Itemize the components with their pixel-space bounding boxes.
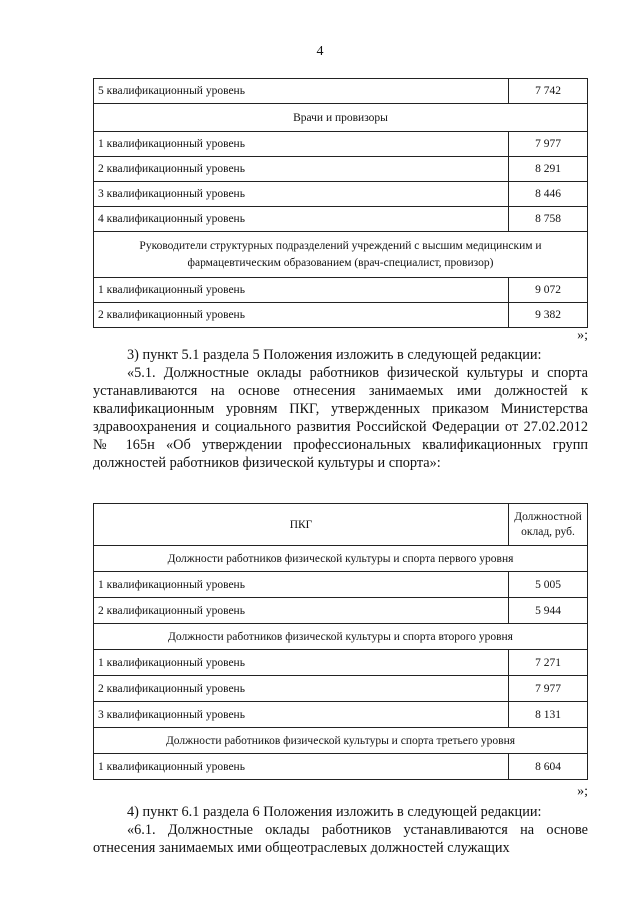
table-header-row: [94, 504, 588, 546]
qualification-level: 2 квалификационный уровень: [94, 676, 509, 702]
table-row: [94, 702, 588, 728]
paragraph-6-1: «6.1. Должностные оклады работников устанавливаются на основе отнесения занимаемых ими общеотраслевых должностей служащих: [93, 822, 588, 856]
table-row: [94, 157, 588, 182]
group-label: Руководители структурных подразделений учреждений с высшим медицинским и фармацевтическим образованием (врач-специалист, провизор): [94, 232, 588, 278]
closing-quote-1: »;: [577, 328, 588, 343]
salary-value: 8 604: [509, 754, 588, 780]
salary-value: 7 977: [509, 132, 588, 157]
group-row: [94, 232, 588, 278]
qualification-level: 3 квалификационный уровень: [94, 182, 509, 207]
qualification-level: 1 квалификационный уровень: [94, 278, 509, 303]
group-row: [94, 104, 588, 132]
table-row: [94, 182, 588, 207]
salary-value: 9 382: [509, 303, 588, 328]
qualification-level: 4 квалификационный уровень: [94, 207, 509, 232]
salary-value: 8 758: [509, 207, 588, 232]
header-salary: Должностной оклад, руб.: [509, 504, 588, 546]
group-row: [94, 728, 588, 754]
table-row: [94, 303, 588, 328]
salary-value: 8 446: [509, 182, 588, 207]
salary-value: 7 977: [509, 676, 588, 702]
group-label: Должности работников физической культуры и спорта второго уровня: [94, 624, 588, 650]
group-label: Должности работников физической культуры и спорта первого уровня: [94, 546, 588, 572]
salary-value: 7 271: [509, 650, 588, 676]
salary-table-sports: [93, 503, 588, 780]
salary-value: 8 131: [509, 702, 588, 728]
qualification-level: 5 квалификационный уровень: [94, 79, 509, 104]
table-row: [94, 598, 588, 624]
page-number: 4: [316, 44, 324, 59]
header-pkg: ПКГ: [94, 504, 509, 546]
salary-value: 8 291: [509, 157, 588, 182]
qualification-level: 1 квалификационный уровень: [94, 754, 509, 780]
salary-table-medical: [93, 78, 588, 328]
group-row: [94, 624, 588, 650]
group-label: Врачи и провизоры: [94, 104, 588, 132]
table-row: [94, 572, 588, 598]
group-row: [94, 546, 588, 572]
salary-value: 9 072: [509, 278, 588, 303]
qualification-level: 1 квалификационный уровень: [94, 572, 509, 598]
table-row: [94, 79, 588, 104]
qualification-level: 3 квалификационный уровень: [94, 702, 509, 728]
paragraph-4-heading: 4) пункт 6.1 раздела 6 Положения изложить в следующей редакции:: [127, 804, 542, 820]
qualification-level: 1 квалификационный уровень: [94, 132, 509, 157]
table-row: [94, 132, 588, 157]
salary-value: 5 005: [509, 572, 588, 598]
qualification-level: 2 квалификационный уровень: [94, 303, 509, 328]
table-row: [94, 676, 588, 702]
qualification-level: 2 квалификационный уровень: [94, 157, 509, 182]
salary-value: 7 742: [509, 79, 588, 104]
qualification-level: 1 квалификационный уровень: [94, 650, 509, 676]
group-label: Должности работников физической культуры и спорта третьего уровня: [94, 728, 588, 754]
table-row: [94, 754, 588, 780]
table-row: [94, 278, 588, 303]
salary-value: 5 944: [509, 598, 588, 624]
table-row: [94, 207, 588, 232]
qualification-level: 2 квалификационный уровень: [94, 598, 509, 624]
table-row: [94, 650, 588, 676]
closing-quote-2: »;: [577, 784, 588, 799]
paragraph-3-heading: 3) пункт 5.1 раздела 5 Положения изложить в следующей редакции:: [127, 347, 542, 363]
paragraph-5-1: «5.1. Должностные оклады работников физической культуры и спорта устанавливаются на основе отнесения занимаемых ими должностей к квалификационным уровням ПКГ, утвержденных приказом Министерства здравоохранения и социального развития Российской Федерации от 27.02.2012 № 165н «Об утверждении профессиональных квалификационных групп должностей работников физической культуры и спорта»:: [93, 365, 588, 471]
